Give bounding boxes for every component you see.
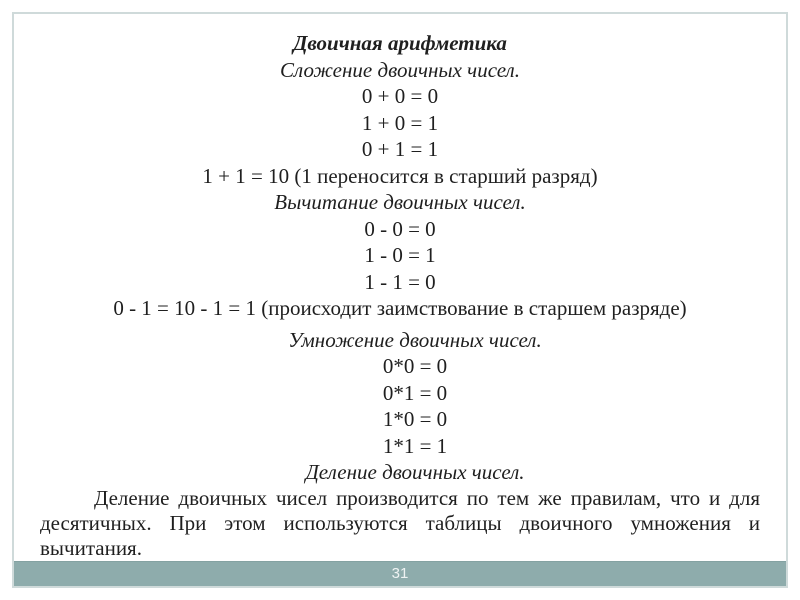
- addition-equation: 0 + 1 = 1: [361, 137, 439, 161]
- division-paragraph-line: вычитания.: [40, 535, 142, 560]
- subtraction-equation: 1 - 0 = 1: [364, 243, 436, 267]
- slide: [12, 12, 788, 588]
- division-paragraph-line: Деление двоичных чисел производится по тем же правилам, что и для: [94, 485, 760, 510]
- addition-carry-rule: 1 + 1 = 10 (1 переносится в старший разряд): [202, 163, 598, 188]
- multiplication-equation: 1*0 = 0: [382, 407, 448, 431]
- division-paragraph: [40, 486, 760, 561]
- subtraction-borrow-rule: 0 - 1 = 10 - 1 = 1 (происходит заимствование в старшем разряде): [113, 296, 687, 320]
- multiplication-equation: 0*1 = 0: [382, 380, 448, 405]
- section-heading-subtraction: Вычитание двоичных чисел.: [274, 190, 526, 214]
- subtraction-equation: 0 - 0 = 0: [364, 216, 436, 241]
- page-number-bar: [14, 561, 786, 586]
- subtraction-equation: 1 - 1 = 0: [364, 269, 436, 294]
- multiplication-equation: 1*1 = 1: [382, 433, 448, 458]
- slide-title: Двоичная арифметика: [293, 31, 507, 55]
- addition-equation: 0 + 0 = 0: [361, 84, 439, 108]
- division-paragraph-line: десятичных. При этом используются таблицы двоичного умножения и: [40, 510, 760, 535]
- addition-equation: 1 + 0 = 1: [361, 110, 439, 135]
- section-heading-addition: Сложение двоичных чисел.: [280, 57, 520, 82]
- page-number: 31: [391, 565, 409, 582]
- section-heading-multiplication: Умножение двоичных чисел.: [288, 327, 542, 352]
- slide-content: [14, 14, 786, 561]
- multiplication-equation: 0*0 = 0: [382, 354, 448, 378]
- section-heading-division: Деление двоичных чисел.: [305, 460, 525, 484]
